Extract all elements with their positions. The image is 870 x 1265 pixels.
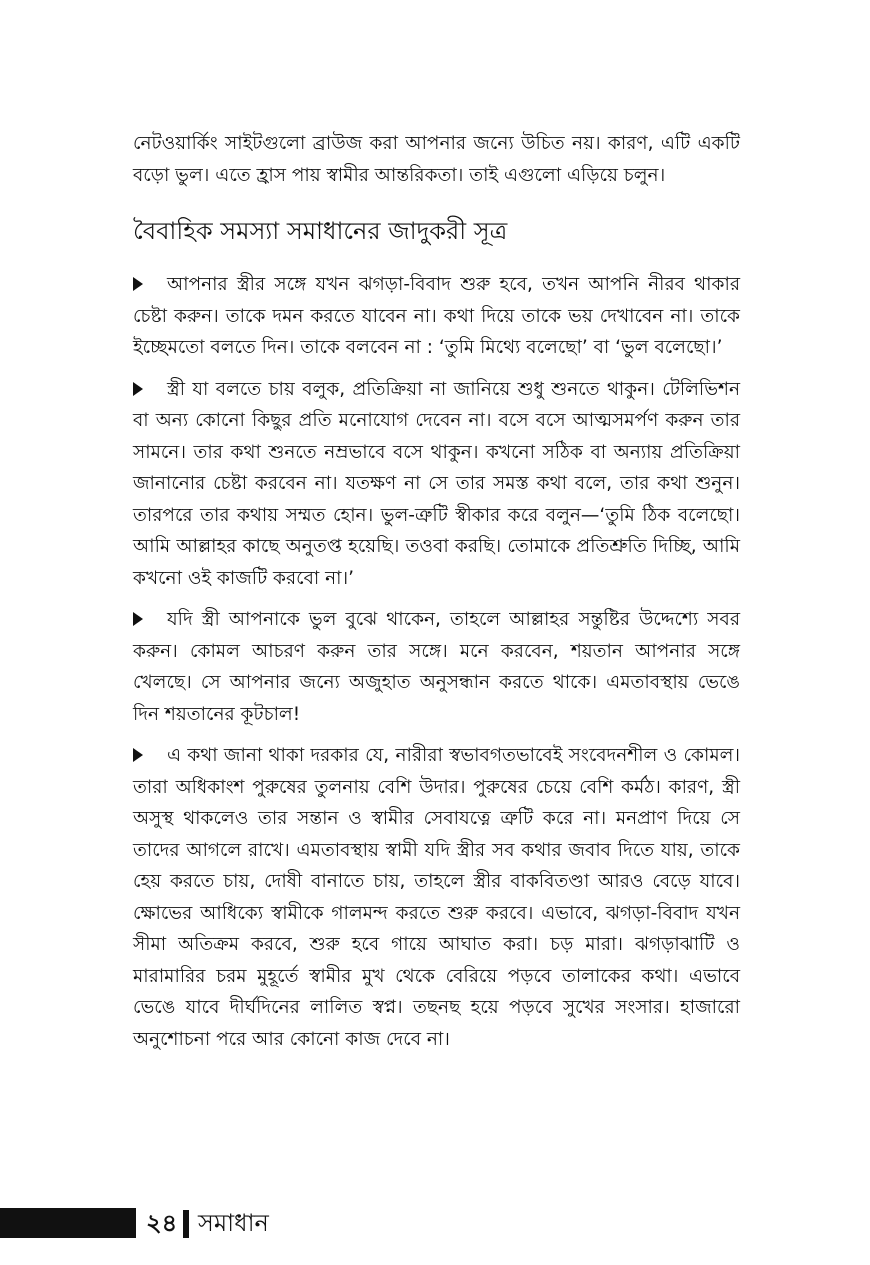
footer-bar	[0, 1208, 136, 1238]
page-body	[133, 128, 740, 1065]
page-number: ২৪	[146, 1209, 178, 1237]
bullet-item-text: এ কথা জানা থাকা দরকার যে, নারীরা স্বভাবগতভাবেই সংবেদনশীল ও কোমল। তারা অধিকাংশ পুরুষের তুলনায় বেশি উদার। পুরুষের চেয়ে বেশি কর্মঠ। কারণ, স্ত্রী অসুস্থ থাকলেও তার সন্তান ও স্বামীর সেবাযত্নে ত্রুটি করে না। মনপ্রাণ দিয়ে সে তাদের আগলে রাখে। এমতাবস্থায় স্বামী যদি স্ত্রীর সব কথার জবাব দিতে যায়, তাকে হেয় করতে চায়, দোষী বানাতে চায়, তাহলে স্ত্রীর বাকবিতণ্ডা আরও বেড়ে যাবে। ক্ষোভের আধিক্যে স্বামীকে গালমন্দ করতে শুরু করবে। এভাবে, ঝগড়া-বিবাদ যখন সীমা অতিক্রম করবে, শুরু হবে গায়ে আঘাত করা। চড় মারা। ঝগড়াঝাটি ও মারামারির চরম মুহূর্তে স্বামীর মুখ থেকে বেরিয়ে পড়বে তালাকের কথা। এভাবে ভেঙে যাবে দীর্ঘদিনের লালিত স্বপ্ন। তছনছ হয়ে পড়বে সুখের সংসার। হাজারো অনুশোচনা পরে আর কোনো কাজ দেবে না।	[133, 745, 740, 1050]
triangle-right-icon	[133, 748, 143, 762]
bullet-item-text: যদি স্ত্রী আপনাকে ভুল বুঝে থাকেন, তাহলে আল্লাহর সন্তুষ্টির উদ্দেশ্যে সবর করুন। কোমল আচরণ করুন তার সঙ্গে। মনে করবেন, শয়তান আপনার সঙ্গে খেলছে। সে আপনার জন্যে অজুহাত অনুসন্ধান করতে থাকে। এমতাবস্থায় ভেঙে দিন শয়তানের কূটচাল!	[133, 609, 740, 725]
bullet-item	[133, 740, 740, 1055]
triangle-right-icon	[133, 612, 143, 626]
bullet-item-text: আপনার স্ত্রীর সঙ্গে যখন ঝগড়া-বিবাদ শুরু হবে, তখন আপনি নীরব থাকার চেষ্টা করুন। তাকে দমন করতে যাবেন না। কথা দিয়ে তাকে ভয় দেখাবেন না। তাকে ইচ্ছেমতো বলতে দিন। তাকে বলবেন না : ‘তুমি মিথ্যে বলেছো’ বা ‘ভুল বলেছো।’	[133, 274, 740, 358]
triangle-right-icon	[133, 382, 143, 396]
book-title: সমাধান	[198, 1209, 269, 1237]
section-heading: বৈবাহিক সমস্যা সমাধানের জাদুকরী সূত্র	[133, 217, 508, 245]
bullet-item	[133, 269, 740, 364]
footer-divider	[183, 1210, 189, 1238]
bullet-item	[133, 374, 740, 595]
intro-paragraph: নেটওয়ার্কিং সাইটগুলো ব্রাউজ করা আপনার জন্যে উচিত নয়। কারণ, এটি একটি বড়ো ভুল। এতে হ্রাস পায় স্বামীর আন্তরিকতা। তাই এগুলো এড়িয়ে চলুন।	[133, 133, 740, 186]
bullet-item-text: স্ত্রী যা বলতে চায় বলুক, প্রতিক্রিয়া না জানিয়ে শুধু শুনতে থাকুন। টেলিভিশন বা অন্য কোনো কিছুর প্রতি মনোযোগ দেবেন না। বসে বসে আত্মসমর্পণ করুন তার সামনে। তার কথা শুনতে নম্রভাবে বসে থাকুন। কখনো সঠিক বা অন্যায় প্রতিক্রিয়া জানানোর চেষ্টা করবেন না। যতক্ষণ না সে তার সমস্ত কথা বলে, তার কথা শুনুন। তারপরে তার কথায় সম্মত হোন। ভুল-ত্রুটি স্বীকার করে বলুন—‘তুমি ঠিক বলেছো। আমি আল্লাহর কাছে অনুতপ্ত হয়েছি। তওবা করছি। তোমাকে প্রতিশ্রুতি দিচ্ছি, আমি কখনো ওই কাজটি করবো না।’	[133, 378, 740, 589]
page-footer	[0, 1206, 870, 1242]
bullet-item	[133, 604, 740, 730]
triangle-right-icon	[133, 277, 143, 291]
